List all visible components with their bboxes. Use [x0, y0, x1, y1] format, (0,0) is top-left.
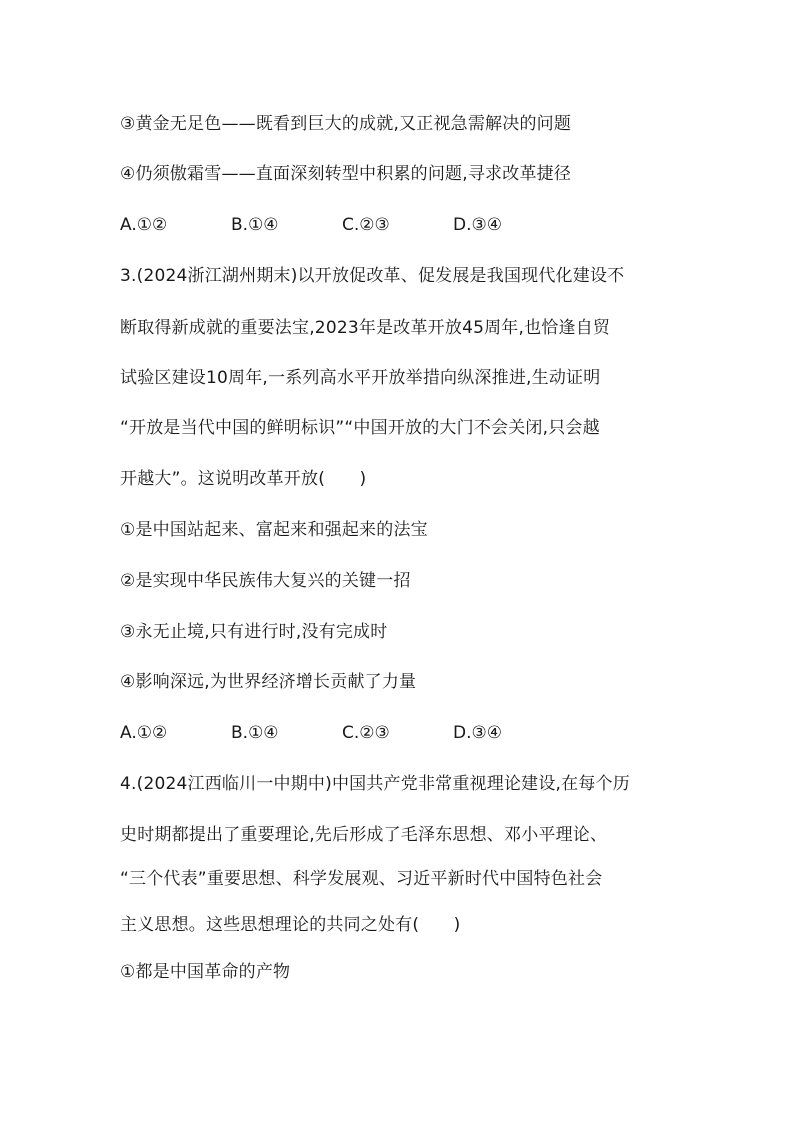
q2-option-c: C.②③ [342, 215, 390, 235]
q4-stem-line-4: 主义思想。这些思想理论的共同之处有( ) [120, 915, 461, 935]
q2-option-b: B.①④ [231, 215, 279, 235]
q2-option-d: D.③④ [453, 215, 502, 235]
q3-option-d: D.③④ [453, 723, 502, 743]
q3-stem-line-2: 断取得新成就的重要法宝,2023年是改革开放45周年,也恰逢自贸 [120, 318, 611, 338]
q4-stem-line-2: 史时期都提出了重要理论,先后形成了毛泽东思想、邓小平理论、 [120, 825, 608, 845]
q3-option-a: A.①② [120, 723, 168, 743]
q3-stem-line-3: 试验区建设10周年,一系列高水平开放举措向纵深推进,生动证明 [120, 368, 601, 388]
q4-stem-line-1: 4.(2024江西临川一中期中)中国共产党非常重视理论建设,在每个历 [120, 774, 630, 794]
q3-option-b: B.①④ [231, 723, 279, 743]
q4-stem-line-3: “三个代表”重要思想、科学发展观、习近平新时代中国特色社会 [120, 869, 603, 889]
q2-statement-3: ③黄金无足色——既看到巨大的成就,又正视急需解决的问题 [120, 114, 572, 134]
q3-option-c: C.②③ [342, 723, 390, 743]
q2-statement-4: ④仍须傲霜雪——直面深刻转型中积累的问题,寻求改革捷径 [120, 164, 572, 184]
q3-stem-line-4: “开放是当代中国的鲜明标识”“中国开放的大门不会关闭,只会越 [120, 418, 600, 438]
q3-stem-line-1: 3.(2024浙江湖州期末)以开放促改革、促发展是我国现代化建设不 [120, 266, 625, 286]
q4-statement-1: ①都是中国革命的产物 [120, 962, 291, 982]
q2-option-a: A.①② [120, 215, 168, 235]
q3-statement-4: ④影响深远,为世界经济增长贡献了力量 [120, 672, 417, 692]
q3-stem-line-5: 开越大”。这说明改革开放( ) [120, 469, 367, 489]
q3-statement-2: ②是实现中华民族伟大复兴的关键一招 [120, 571, 411, 591]
q3-statement-3: ③永无止境,只有进行时,没有完成时 [120, 622, 388, 642]
q3-statement-1: ①是中国站起来、富起来和强起来的法宝 [120, 520, 428, 540]
